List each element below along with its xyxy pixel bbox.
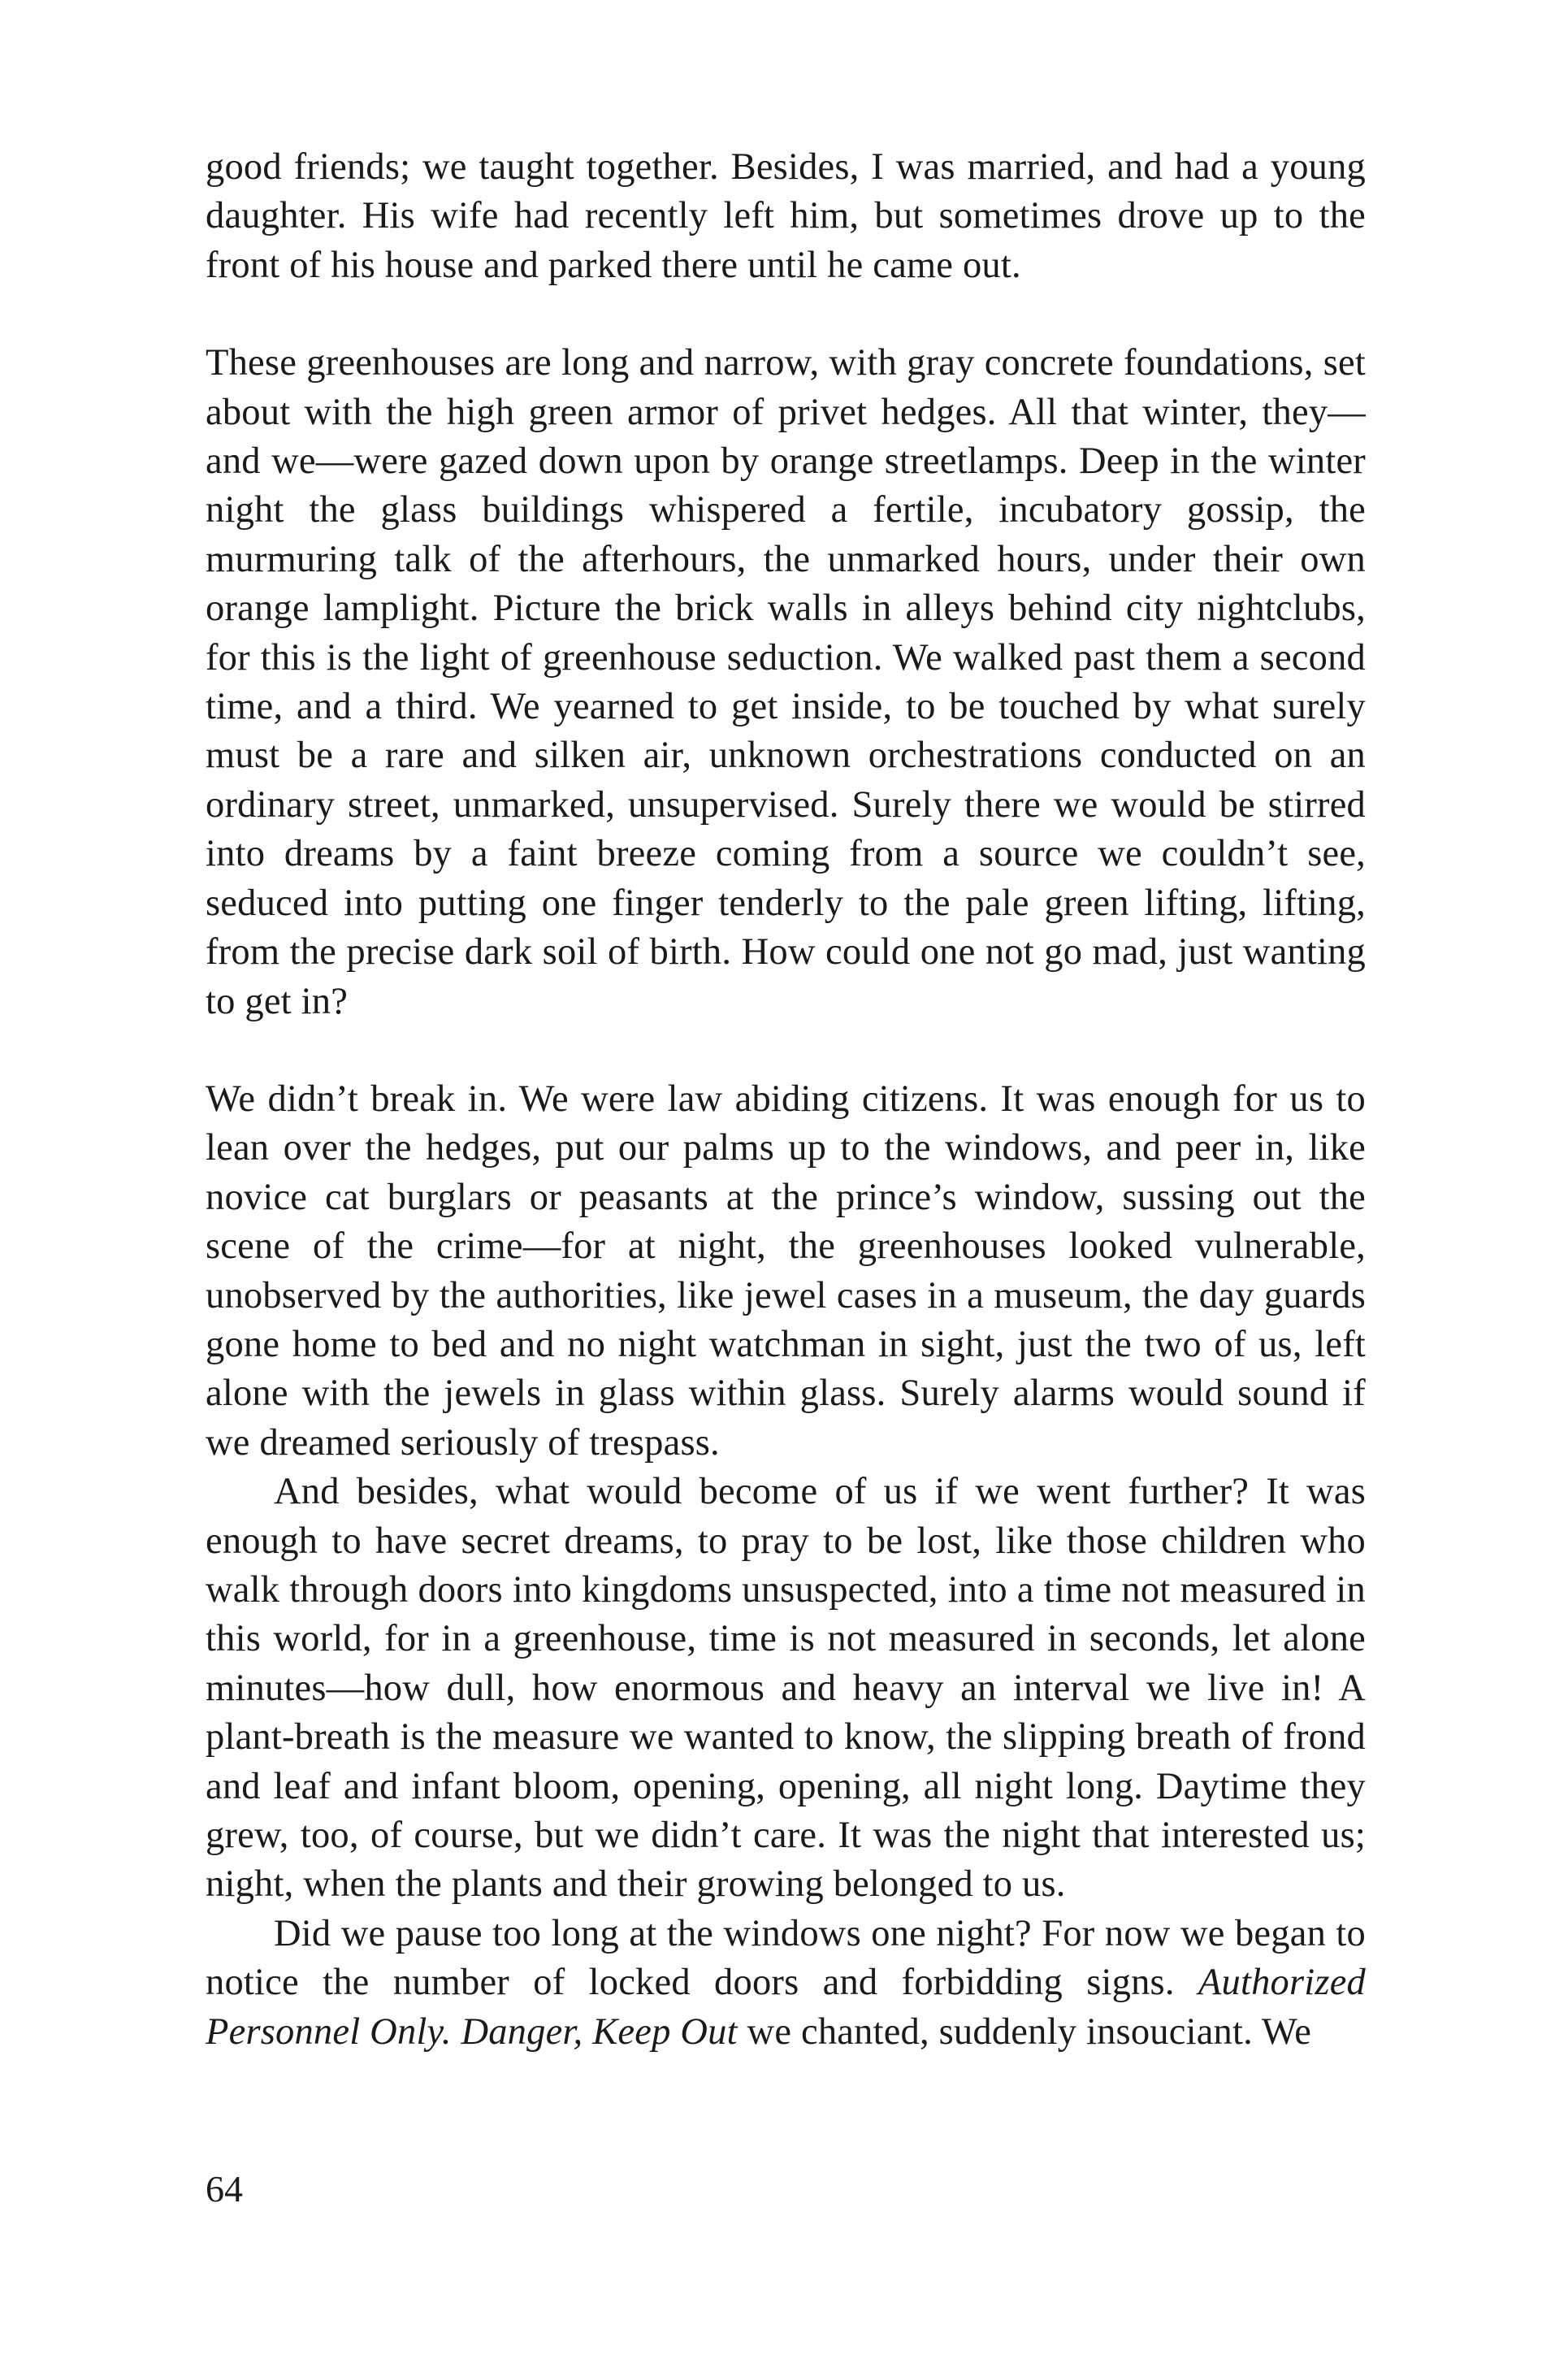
paragraph-4: And besides, what would become of us if we went further? It was enough to have secret dreams, to pray to be lost, like those children who walk through doors into kingdoms unsuspected, into a time not measured in this world, for in a greenhouse, time is not measured in seconds, let alone minutes—how dull, how enormous and heavy an interval we live in! A plant-breath is the measure we wanted to know, the slipping breath of frond and leaf and infant bloom, opening, opening, all night long. Daytime they grew, too, of course, but we didn’t care. It was the night that interested us; night, when the plants and their growing belonged to us. bbox=[206, 1471, 1366, 1906]
paragraph-2: These greenhouses are long and narrow, with gray concrete foundations, set about with the high green armor of privet hedges. All that winter, they—and we—were gazed down upon by orange streetlamps. Deep in the winter night the glass buildings whispered a fertile, incubatory gossip, the murmuring talk of the afterhours, the unmarked hours, under their own orange lamplight. Picture the brick walls in alleys behind city nightclubs, for this is the light of greenhouse seduction. We walked past them a second time, and a third. We yearned to get inside, to be touched by what surely must be a rare and silken air, unknown orchestrations conducted on an ordinary street, unmarked, unsupervised. Surely there we would be stirred into dreams by a faint breeze coming from a source we couldn’t see, seduced into putting one finger tenderly to the pale green lifting, lifting, from the precise dark soil of birth. How could one not go mad, just wanting to get in? bbox=[206, 342, 1366, 1022]
italic-sign-text: Authorized Personnel Only. Danger, Keep Out bbox=[206, 1962, 1366, 2053]
paragraph-3: We didn’t break in. We were law abiding citizens. It was enough for us to lean over the hedges, put our palms up to the windows, and peer in, like novice cat burglars or peasants at the prince’s window, sussing out the scene of the crime—for at night, the greenhouses looked vulnerable, unobserved by the authorities, like jewel cases in a museum, the day guards gone home to bed and no night watchman in sight, just the two of us, left alone with the jewels in glass within glass. Surely alarms would sound if we dreamed seriously of trespass. bbox=[206, 1078, 1366, 1464]
paragraph-1: good friends; we taught together. Besides, I was married, and had a young daughter. His wife had recently left him, but sometimes drove up to the front of his house and parked there until he came out. bbox=[206, 146, 1366, 286]
body-text bbox=[206, 143, 1366, 2057]
page-number: 64 bbox=[206, 2168, 243, 2210]
paragraph-5-text-start: Did we pause too long at the windows one night? For now we began to notice the number of locked doors and forbidding signs. bbox=[206, 1912, 1366, 2004]
paragraph-5-text-end: we chanted, suddenly insouciant. We bbox=[737, 2010, 1312, 2053]
paragraph-5 bbox=[206, 1910, 1366, 2057]
